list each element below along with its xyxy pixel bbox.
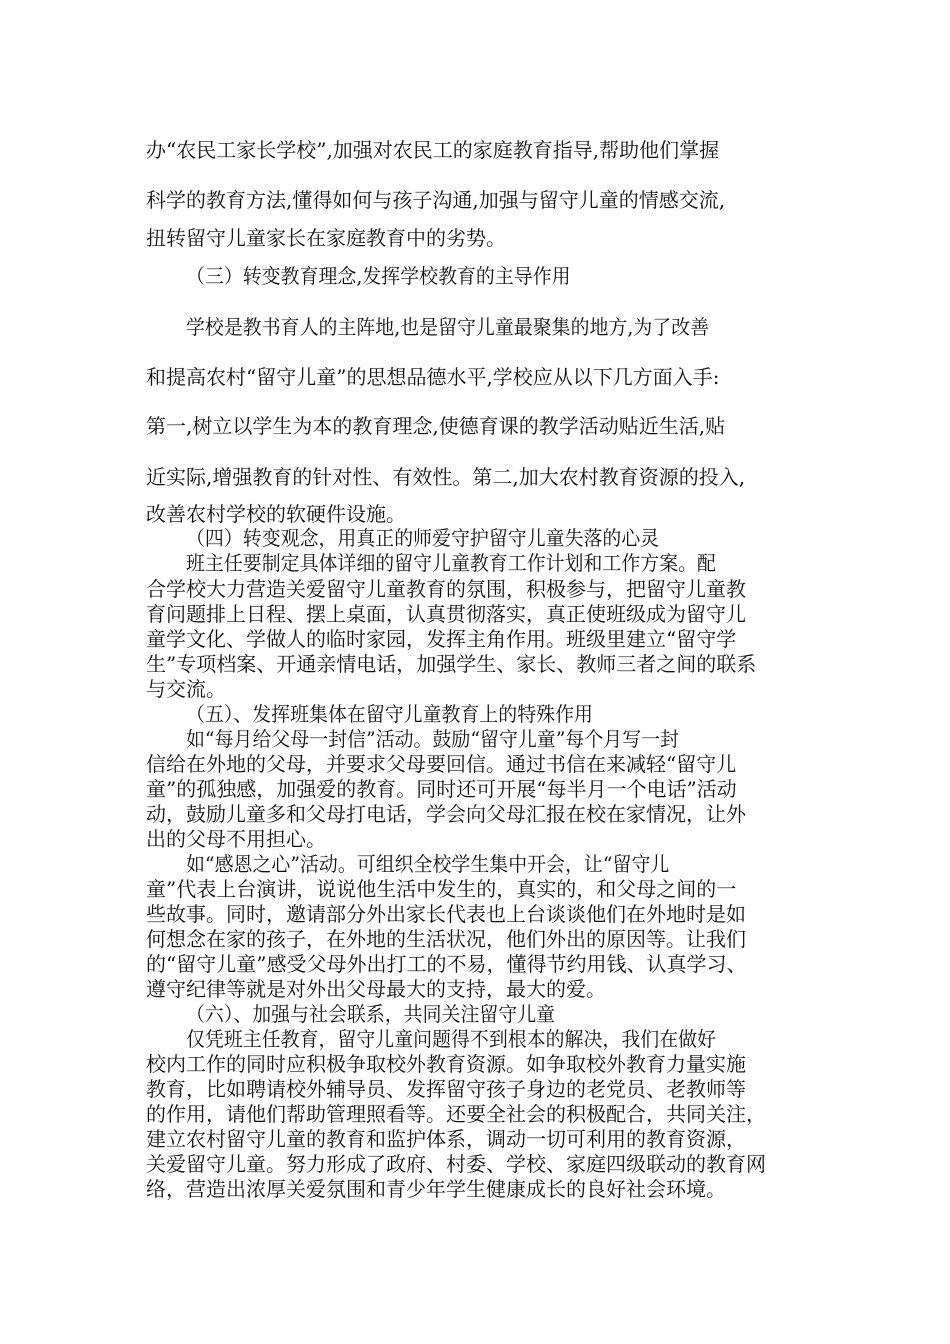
paragraph-line: 学校是教书育人的主阵地,也是留守儿童最聚集的地方,为了改善	[186, 315, 710, 339]
paragraph-line: 与交流。	[146, 677, 226, 701]
paragraph-line: 遵守纪律等就是对外出父母最大的支持，最大的爱。	[146, 977, 606, 1001]
paragraph-line: 童”的孤独感，加强爱的教育。同时还可开展“每半月一个电话”活动	[146, 777, 737, 801]
paragraph-line: 第一,树立以学生为本的教育理念,使德育课的教学活动贴近生活,贴	[146, 414, 726, 438]
paragraph-line: 如“感恩之心”活动。可组织全校学生集中开会，让“留守儿	[186, 852, 670, 876]
paragraph-line: 合学校大力营造关爱留守儿童教育的氛围，积极参与，把留守儿童教	[146, 577, 746, 601]
paragraph-line: 童”代表上台演讲，说说他生活中发生的，真实的，和父母之间的一	[146, 877, 737, 901]
paragraph-line: 的“留守儿童”感受父母外出打工的不易，懂得节约用钱、认真学习、	[146, 952, 747, 976]
paragraph-line: 育问题排上日程、摆上桌面，认真贯彻落实，真正使班级成为留守儿	[146, 602, 746, 626]
paragraph-line: 动，鼓励儿童多和父母打电话，学会向父母汇报在校在家情况，让外	[146, 802, 746, 826]
paragraph-line: 科学的教育方法,懂得如何与孩子沟通,加强与留守儿童的情感交流,	[146, 188, 726, 212]
section-heading-4: （四）转变观念，用真正的师爱守护留守儿童失落的心灵	[186, 526, 660, 550]
paragraph-line: 信给在外地的父母，并要求父母要回信。通过书信在来减轻“留守儿	[146, 752, 737, 776]
section-heading-5: （五）、发挥班集体在留守儿童教育上的特殊作用	[186, 702, 593, 726]
paragraph-line: 如“每月给父母一封信”活动。鼓励“留守儿童”每个月写一封	[186, 727, 679, 751]
paragraph-line: 出的父母不用担心。	[146, 827, 326, 851]
paragraph-line: 班主任要制定具体详细的留守儿童教育工作计划和工作方案。配	[186, 551, 716, 575]
paragraph-line: 何想念在家的孩子，在外地的生活状况，他们外出的原因等。让我们	[146, 927, 746, 951]
paragraph-line: 建立农村留守儿童的教育和监护体系，调动一切可利用的教育资源，	[146, 1127, 746, 1151]
paragraph-line: 近实际,增强教育的针对性、有效性。第二,加大农村教育资源的投入,	[146, 465, 746, 489]
paragraph-line: 络，营造出浓厚关爱氛围和青少年学生健康成长的良好社会环境。	[146, 1177, 726, 1201]
paragraph-line: 些故事。同时，邀请部分外出家长代表也上台谈谈他们在外地时是如	[146, 902, 746, 926]
paragraph-line: 童学文化、学做人的临时家园，发挥主角作用。班级里建立“留守学	[146, 627, 737, 651]
section-heading-3: （三）转变教育理念,发挥学校教育的主导作用	[186, 264, 571, 288]
paragraph-line: 教育，比如聘请校外辅导员、发挥留守孩子身边的老党员、老教师等	[146, 1077, 746, 1101]
paragraph-line: 扭转留守儿童家长在家庭教育中的劣势。	[146, 226, 506, 250]
paragraph-line: 和提高农村“留守儿童”的思想品德水平,学校应从以下几方面入手:	[146, 365, 720, 389]
paragraph-line: 办“农民工家长学校”,加强对农民工的家庭教育指导,帮助他们掌握	[146, 138, 720, 162]
paragraph-line: 的作用，请他们帮助管理照看等。还要全社会的积极配合，共同关注，	[146, 1102, 766, 1126]
paragraph-line: 改善农村学校的软硬件设施。	[146, 502, 406, 526]
paragraph-line: 仅凭班主任教育，留守儿童问题得不到根本的解决，我们在做好	[186, 1027, 716, 1051]
paragraph-line: 生”专项档案、开通亲情电话，加强学生、家长、教师三者之间的联系	[146, 652, 757, 676]
section-heading-6: （六）、加强与社会联系，共同关注留守儿童	[186, 1002, 556, 1026]
paragraph-line: 关爱留守儿童。努力形成了政府、村委、学校、家庭四级联动的教育网	[146, 1152, 766, 1176]
paragraph-line: 校内工作的同时应积极争取校外教育资源。如争取校外教育力量实施	[146, 1052, 746, 1076]
